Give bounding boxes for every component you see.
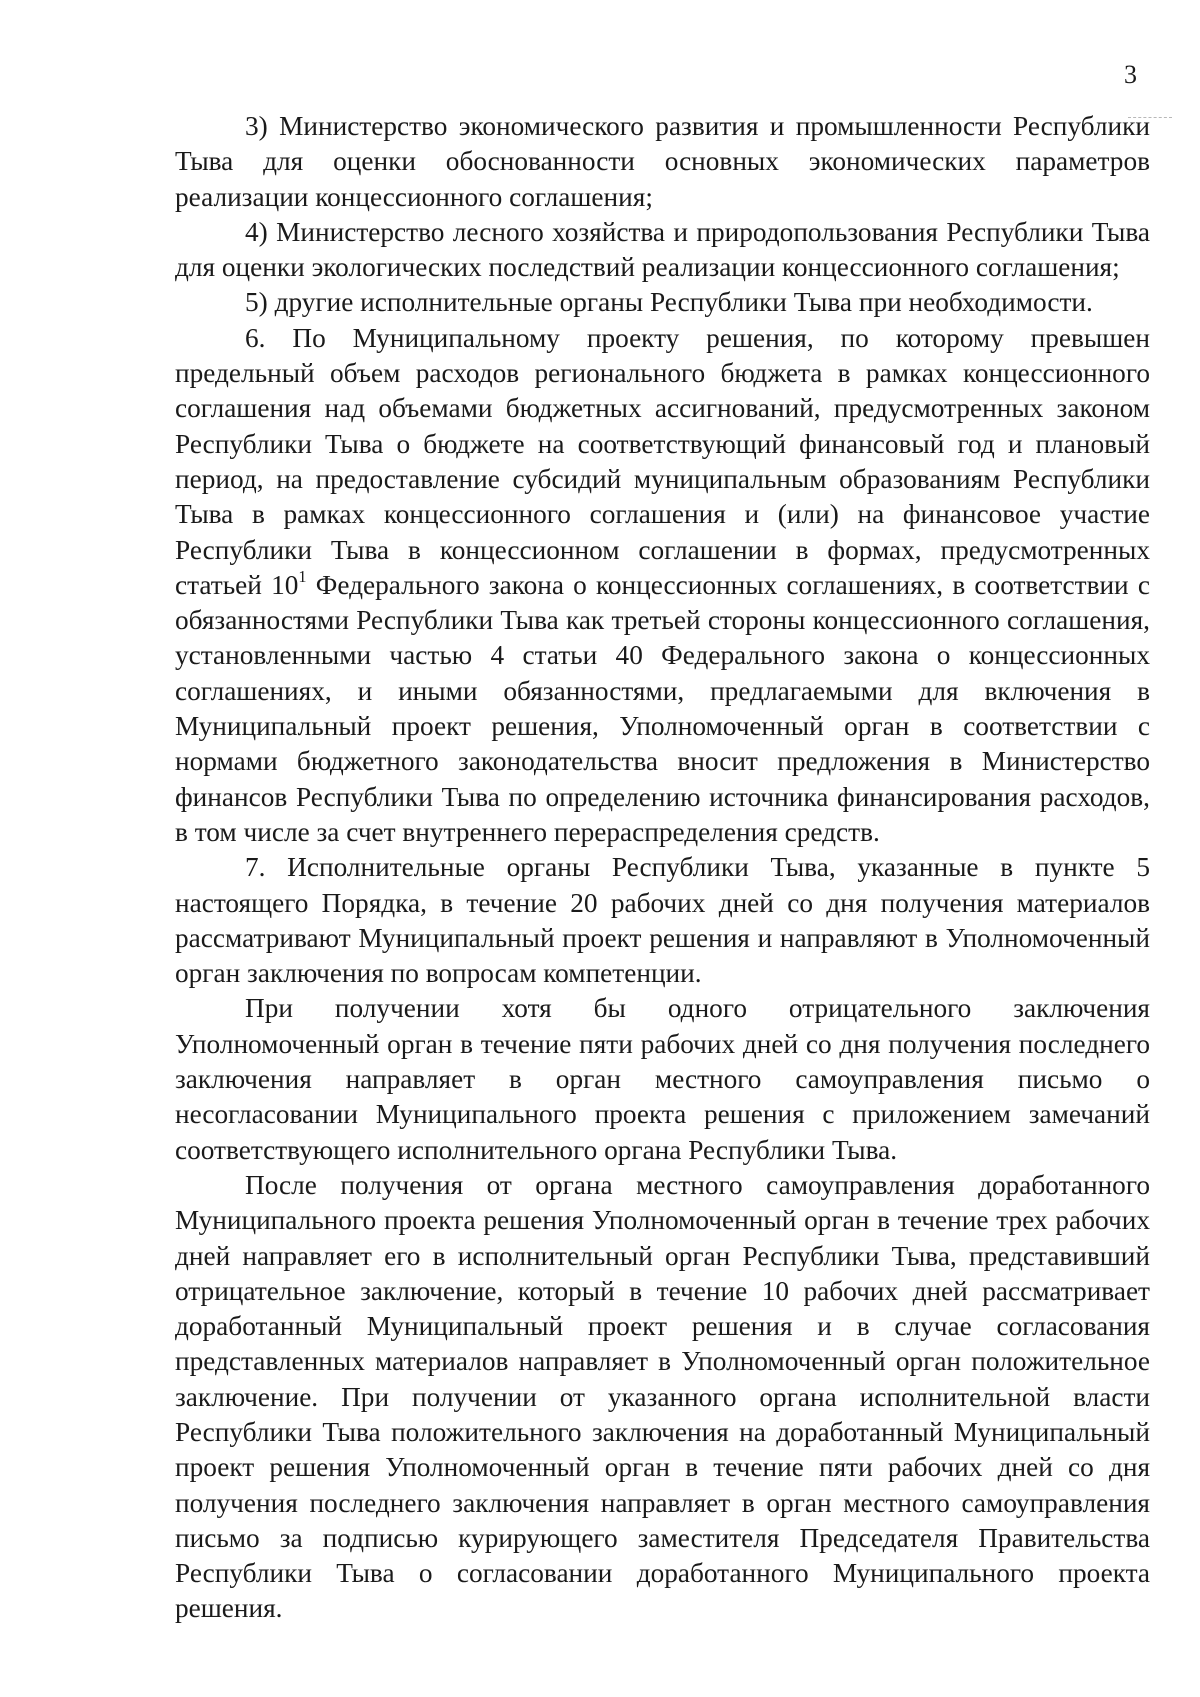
paragraph-item-6: [175, 321, 1150, 850]
paragraph-item-4: 4) Министерство лесного хозяйства и природопользования Республики Тыва для оценки экологических последствий реализации концессионного соглашения;: [175, 216, 1150, 283]
superscript-1: 1: [298, 567, 307, 587]
document-body: [175, 109, 1150, 1627]
paragraph-item-7: 7. Исполнительные органы Республики Тыва, указанные в пункте 5 настоящего Порядка, в течение 20 рабочих дней со дня получения материалов рассматривают Муниципальный проект решения и направляют в Уполномоченный орган заключения по вопросам компетенции.: [175, 852, 1150, 989]
paragraph-item-7-negative-conclusion: При получении хотя бы одного отрицательного заключения Уполномоченный орган в течение пяти рабочих дней со дня получения последнего заключения направляет в орган местного самоуправления письмо о несогласовании Муниципального проекта решения с приложением замечаний соответствующего исполнительного органа Республики Тыва.: [175, 993, 1150, 1165]
page-number: 3: [1124, 60, 1137, 89]
paragraph-item-3: 3) Министерство экономического развития и промышленности Республики Тыва для оценки обоснованности основных экономических параметров реализации концессионного соглашения;: [175, 111, 1150, 212]
item-6-text-part-1: 6. По Муниципальному проекту решения, по которому превышен предельный объем расходов регионального бюджета в рамках концессионного соглашения над объемами бюджетных ассигнований, предусмотренных законом Республики Тыва о бюджете на соответствующий финансовый год и плановый период, на предоставление субсидий муниципальным образованиям Республики Тыва в рамках концессионного соглашения и (или) на финансовое участие Республики Тыва в концессионном соглашении в формах, предусмотренных статьей 10: [175, 322, 1150, 600]
paragraph-item-5: 5) другие исполнительные органы Республики Тыва при необходимости.: [245, 287, 1093, 318]
paragraph-item-7-revised-project: После получения от органа местного самоуправления доработанного Муниципального проекта решения Уполномоченный орган в течение трех рабочих дней направляет его в исполнительный орган Республики Тыва, представивший отрицательное заключение, который в течение 10 рабочих дней рассматривает доработанный Муниципальный проект решения и в случае согласования представленных материалов направляет в Уполномоченный орган положительное заключение. При получении от указанного органа исполнительной власти Республики Тыва положительного заключения на доработанный Муниципальный проект решения Уполномоченный орган в течение пяти рабочих дней со дня получения последнего заключения направляет в орган местного самоуправления письмо за подписью курирующего заместителя Председателя Правительства Республики Тыва о согласовании доработанного Муниципального проекта решения.: [175, 1169, 1150, 1624]
item-6-text-part-2: Федерального закона о концессионных соглашениях, в соответствии с обязанностями Республики Тыва как третьей стороны концессионного соглашения, установленными частью 4 статьи 40 Федерального закона о концессионных соглашениях, и иными обязанностями, предлагаемыми для включения в Муниципальный проект решения, Уполномоченный орган в соответствии с нормами бюджетного законодательства вносит предложения в Министерство финансов Республики Тыва по определению источника финансирования расходов, в том числе за счет внутреннего перераспределения средств.: [175, 569, 1150, 847]
